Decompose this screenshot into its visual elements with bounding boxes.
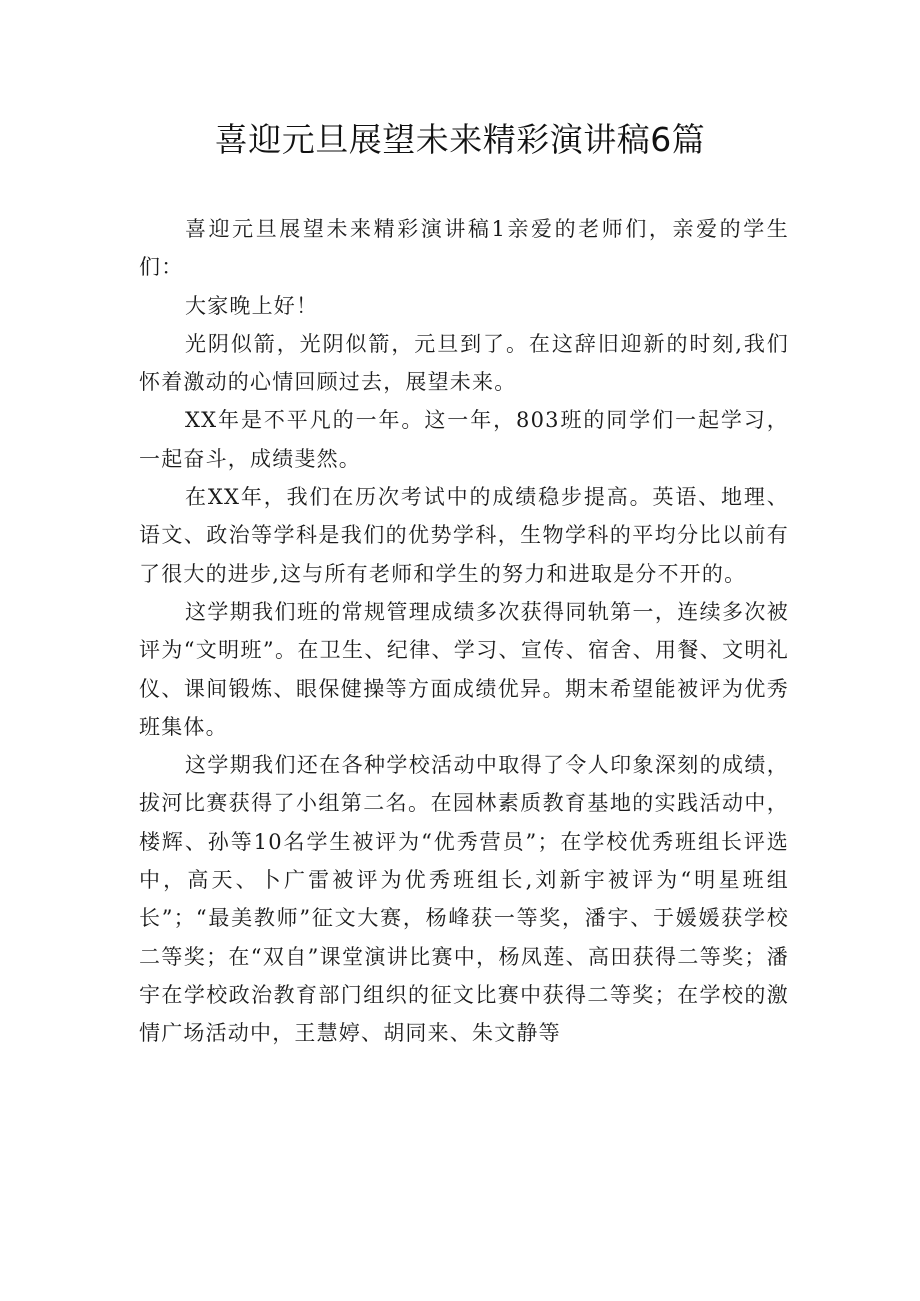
- paragraph-greeting: 大家晚上好！: [185, 293, 319, 318]
- document-body: [139, 210, 789, 1053]
- paragraph-class-management: 这学期我们班的常规管理成绩多次获得同轨第一，连续多次被评为“文明班”。在卫生、纪律、学习、宣传、宿舍、用餐、文明礼仪、课间锻炼、眼保健操等方面成绩优异。期末希望能被评为优秀班集体。: [139, 599, 789, 739]
- paragraph-year-review: XX年是不平凡的一年。这一年，803班的同学们一起学习，一起奋斗，成绩斐然。: [139, 408, 789, 471]
- paragraph-opening: 喜迎元旦展望未来精彩演讲稿1亲爱的老师们，亲爱的学生们：: [139, 217, 789, 280]
- paragraph-new-year: 光阴似箭，光阴似箭，元旦到了。在这辞旧迎新的时刻,我们怀着激动的心情回顾过去，展望未来。: [139, 331, 789, 395]
- document-title: 喜迎元旦展望未来精彩演讲稿6篇: [214, 120, 706, 159]
- paragraph-activities: 这学期我们还在各种学校活动中取得了令人印象深刻的成绩，拔河比赛获得了小组第二名。在园林素质教育基地的实践活动中，楼辉、孙等10名学生被评为“优秀营员”；在学校优秀班组长评选中，高天、卜广雷被评为优秀班组长,刘新宇被评为“明星班组长”；“最美教师”征文大赛，杨峰获一等奖，潘宇、于媛媛获学校二等奖；在“双自”课堂演讲比赛中，杨凤莲、高田获得二等奖；潘宇在学校政治教育部门组织的征文比赛中获得二等奖；在学校的激情广场活动中，王慧婷、胡同来、朱文静等: [139, 753, 789, 1046]
- paragraph-exam-results: 在XX年，我们在历次考试中的成绩稳步提高。英语、地理、语文、政治等学科是我们的优势学科，生物学科的平均分比以前有了很大的进步,这与所有老师和学生的努力和进取是分不开的。: [139, 485, 789, 586]
